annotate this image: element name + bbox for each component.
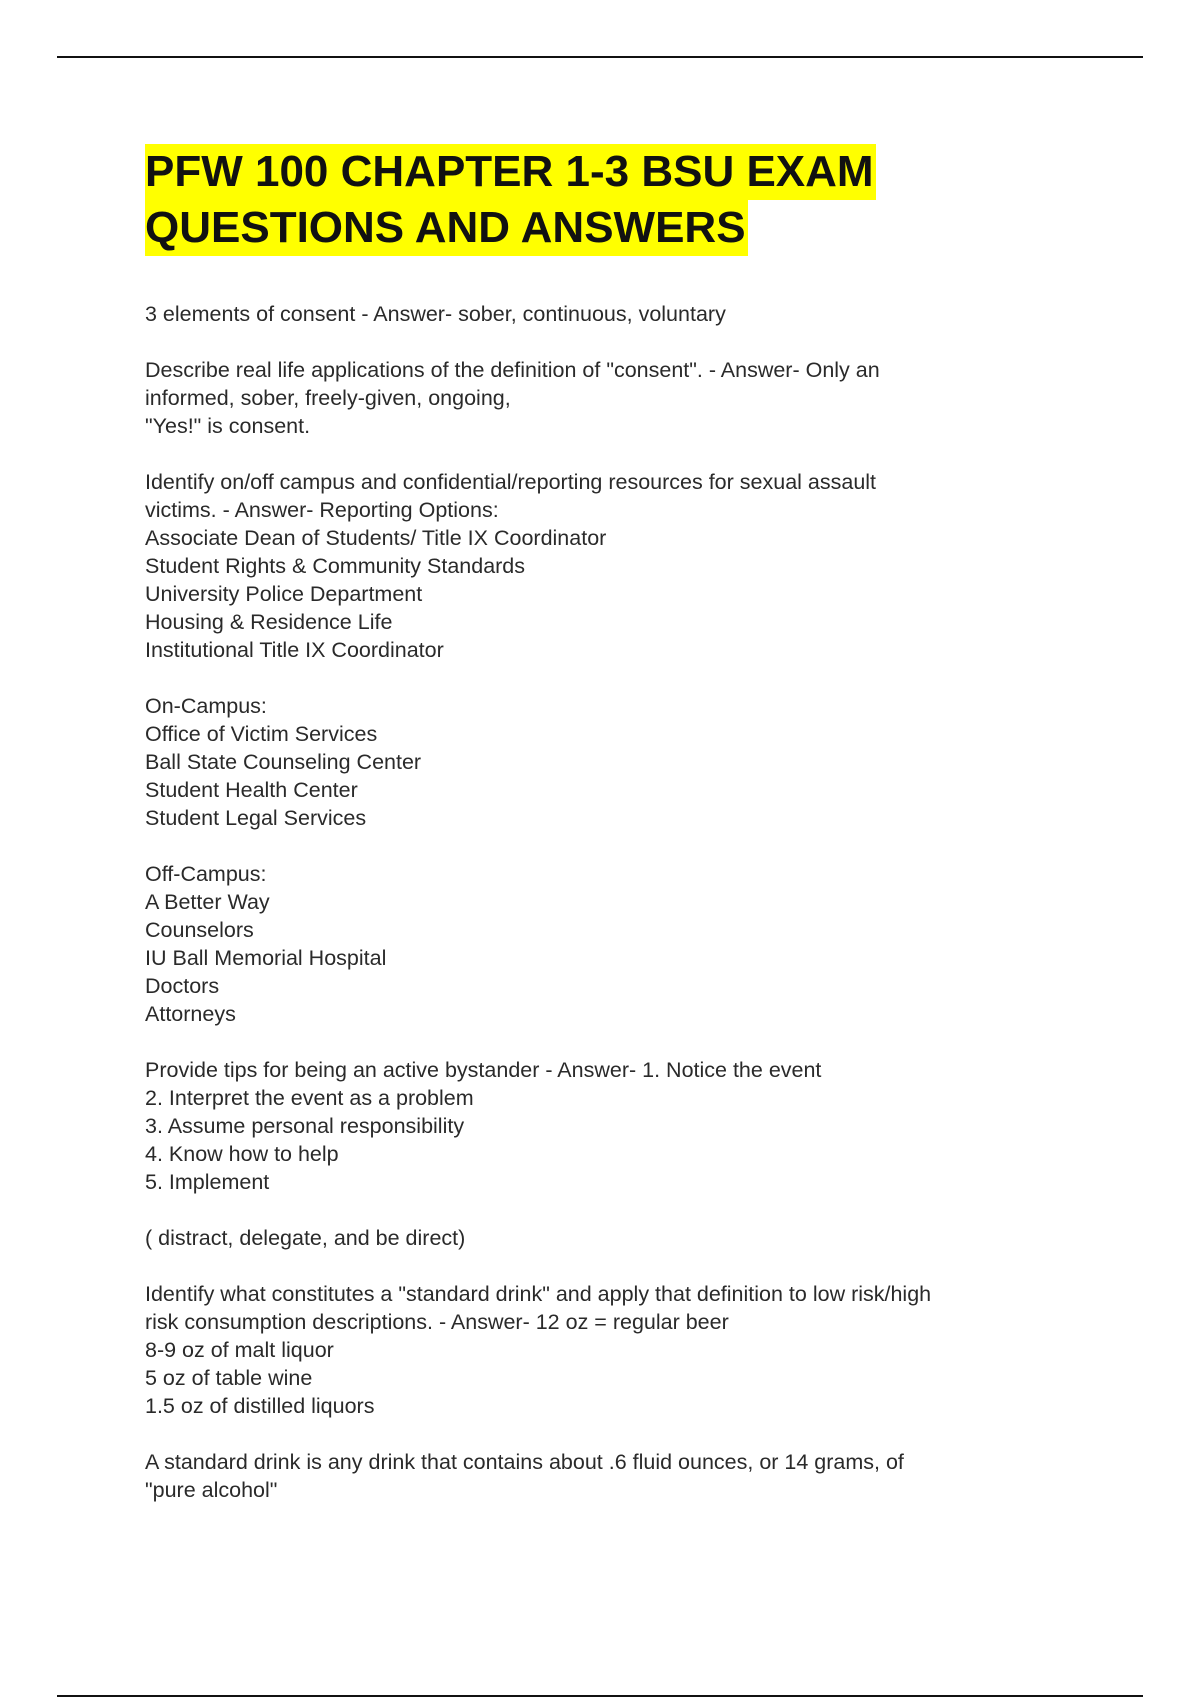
- text-line: Student Legal Services: [145, 806, 367, 830]
- text-line: 3. Assume personal responsibility: [145, 1114, 465, 1138]
- text-line: 8-9 oz of malt liquor: [145, 1338, 334, 1362]
- text-line: "pure alcohol": [145, 1478, 278, 1502]
- text-line: Housing & Residence Life: [145, 610, 393, 634]
- qa-paragraph: [145, 300, 1045, 328]
- text-line: "Yes!" is consent.: [145, 414, 311, 438]
- text-line: University Police Department: [145, 582, 423, 606]
- text-line: 4. Know how to help: [145, 1142, 339, 1166]
- text-line: Describe real life applications of the definition of "consent". - Answer- Only an: [145, 358, 880, 382]
- text-line: Ball State Counseling Center: [145, 750, 422, 774]
- document-body: [145, 300, 1045, 1532]
- text-line: risk consumption descriptions. - Answer- 12 oz = regular beer: [145, 1310, 729, 1334]
- text-line: Office of Victim Services: [145, 722, 378, 746]
- text-line: Associate Dean of Students/ Title IX Coordinator: [145, 526, 607, 550]
- text-line: Student Rights & Community Standards: [145, 554, 526, 578]
- qa-paragraph: [145, 692, 1045, 832]
- text-line: Off-Campus:: [145, 862, 267, 886]
- text-line: A Better Way: [145, 890, 270, 914]
- qa-paragraph: [145, 1224, 1045, 1252]
- qa-paragraph: [145, 1056, 1045, 1196]
- text-line: Identify on/off campus and confidential/reporting resources for sexual assault: [145, 470, 877, 494]
- text-line: victims. - Answer- Reporting Options:: [145, 498, 499, 522]
- text-line: informed, sober, freely-given, ongoing,: [145, 386, 511, 410]
- text-line: On-Campus:: [145, 694, 267, 718]
- text-line: Provide tips for being an active bystander - Answer- 1. Notice the event: [145, 1058, 822, 1082]
- document-title: [145, 144, 876, 256]
- text-line: IU Ball Memorial Hospital: [145, 946, 387, 970]
- text-line: 1.5 oz of distilled liquors: [145, 1394, 375, 1418]
- text-line: Counselors: [145, 918, 254, 942]
- qa-paragraph: [145, 1280, 1045, 1420]
- title-line-1: PFW 100 CHAPTER 1-3 BSU EXAM: [145, 144, 876, 200]
- text-line: Doctors: [145, 974, 220, 998]
- text-line: 3 elements of consent - Answer- sober, continuous, voluntary: [145, 302, 726, 326]
- text-line: 5 oz of table wine: [145, 1366, 313, 1390]
- text-line: ( distract, delegate, and be direct): [145, 1226, 466, 1250]
- qa-paragraph: [145, 860, 1045, 1028]
- qa-paragraph: [145, 1448, 1045, 1504]
- text-line: Student Health Center: [145, 778, 358, 802]
- text-line: 5. Implement: [145, 1170, 270, 1194]
- text-line: Identify what constitutes a "standard drink" and apply that definition to low risk/high: [145, 1282, 932, 1306]
- qa-paragraph: [145, 468, 1045, 664]
- footer-rule: [57, 1695, 1143, 1697]
- text-line: Attorneys: [145, 1002, 236, 1026]
- text-line: 2. Interpret the event as a problem: [145, 1086, 474, 1110]
- header-rule: [57, 56, 1143, 58]
- text-line: Institutional Title IX Coordinator: [145, 638, 444, 662]
- title-line-2: QUESTIONS AND ANSWERS: [145, 200, 748, 256]
- qa-paragraph: [145, 356, 1045, 440]
- text-line: A standard drink is any drink that contains about .6 fluid ounces, or 14 grams, of: [145, 1450, 904, 1474]
